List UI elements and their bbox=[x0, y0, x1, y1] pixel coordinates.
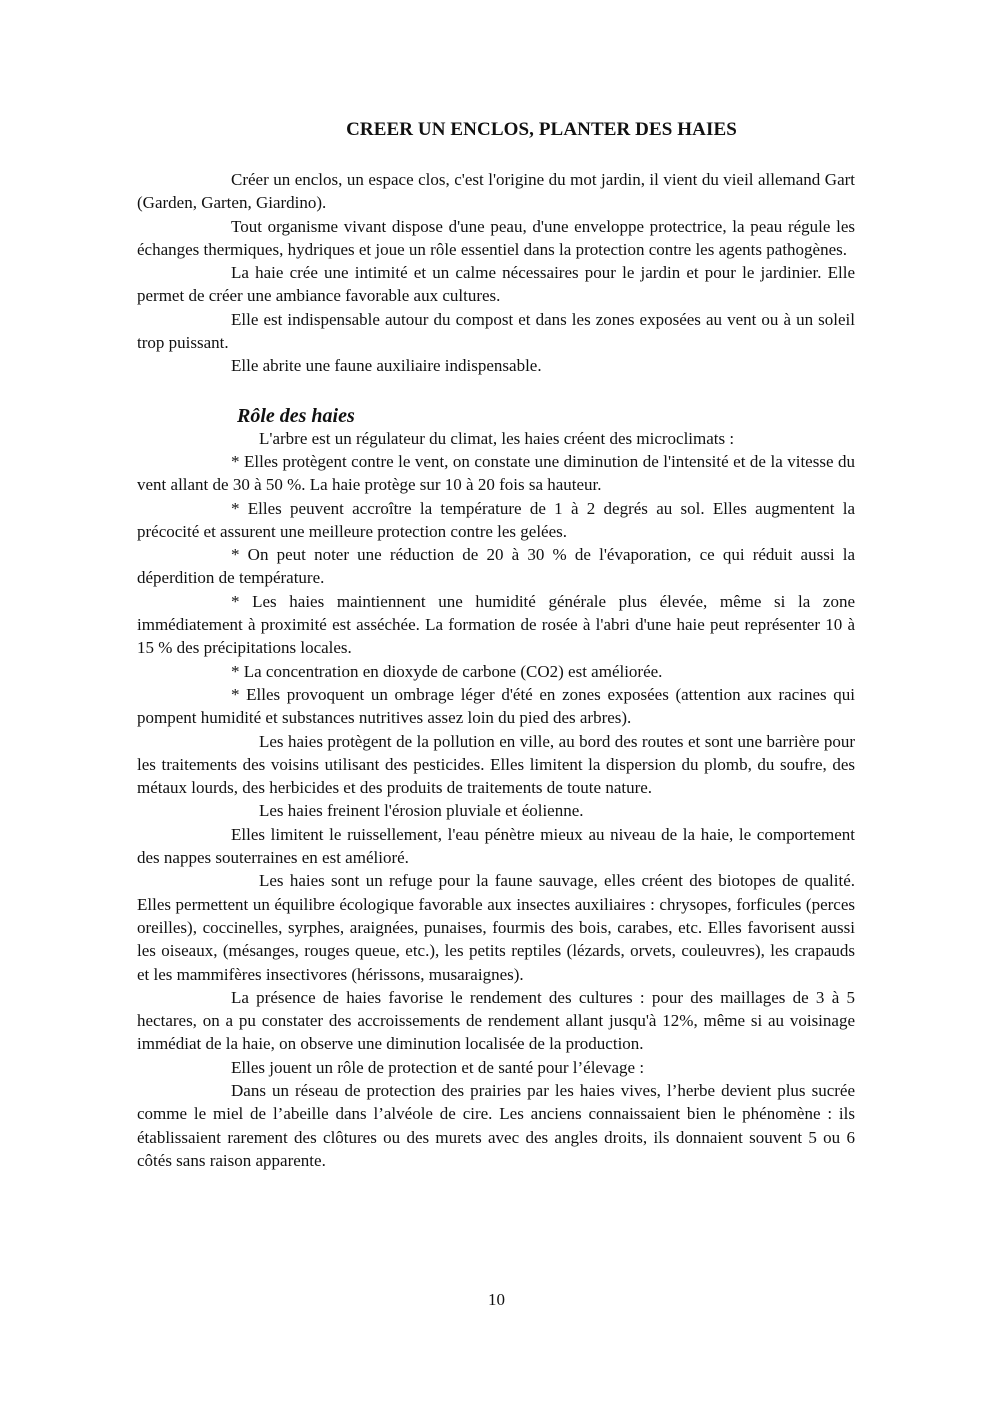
paragraph: Les haies freinent l'érosion pluviale et éolienne. bbox=[259, 801, 584, 821]
paragraph: Les haies protègent de la pollution en ville, au bord des routes et sont une barrière pour les traitements des voisins utilisant des pesticides. Elles limitent la dispersion du plomb, du soufre, des métaux lourds, des herbicides et des produits de traitements de toute nature. bbox=[137, 731, 855, 798]
paragraph: Elle est indispensable autour du compost et dans les zones exposées au vent ou à un soleil trop puissant. bbox=[137, 309, 855, 353]
page-title: CREER UN ENCLOS, PLANTER DES HAIES bbox=[346, 119, 737, 140]
bullet-paragraph: * Elles provoquent un ombrage léger d'été en zones exposées (attention aux racines qui pompent humidité et substances nutritives assez loin du pied des arbres). bbox=[137, 684, 855, 728]
paragraph: Créer un enclos, un espace clos, c'est l'origine du mot jardin, il vient du vieil allemand Gart (Garden, Garten, Giardino). bbox=[137, 170, 855, 213]
paragraph: Les haies sont un refuge pour la faune sauvage, elles créent des biotopes de qualité. Elles permettent un équilibre écologique favorable aux insectes auxiliaires : chrysopes, forficules (perces oreilles), coccinelles, syrphes, araignées, punaises, fourmis des bois, carabes, etc. Elles favorisent aussi les oiseaux, (mésanges, rouges queue, etc.), les petits reptiles (lézards, orvets, couleuvres), les crapauds et les mammifères insectivores (hérissons, musaraignes). bbox=[137, 871, 855, 984]
bullet-paragraph: * La concentration en dioxyde de carbone (CO2) est améliorée. bbox=[231, 661, 663, 681]
paragraph: L'arbre est un régulateur du climat, les haies créent des microclimats : bbox=[259, 428, 735, 448]
paragraph: Dans un réseau de protection des prairies par les haies vives, l’herbe devient plus sucrée comme le miel de l’abeille dans l’alvéole de cire. Les anciens connaissaient bien le phénomène : ils établissaient rarement des clôtures ou des murets avec des angles droits, ils donnaient souvent 5 ou 6 côtés sans raison apparente. bbox=[137, 1080, 855, 1170]
paragraph: Elles jouent un rôle de protection et de santé pour l’élevage : bbox=[231, 1057, 645, 1077]
bullet-paragraph: * Elles peuvent accroître la température de 1 à 2 degrés au sol. Elles augmentent la précocité et assurent une meilleure protection contre les gelées. bbox=[137, 498, 855, 541]
paragraph: La présence de haies favorise le rendement des cultures : pour des maillages de 3 à 5 hectares, on a pu constater des accroissements de rendement allant jusqu'à 12%, même si au voisinage immédiat de la haie, on observe une diminution localisée de la production. bbox=[137, 987, 855, 1054]
paragraph: Tout organisme vivant dispose d'une peau, d'une enveloppe protectrice, la peau régule les échanges thermiques, hydriques et joue un rôle essentiel dans la protection contre les agents pathogènes. bbox=[137, 216, 855, 259]
page-number: 10 bbox=[488, 1290, 505, 1309]
bullet-paragraph: * Elles protègent contre le vent, on constate une diminution de l'intensité et de la vitesse du vent allant de 30 à 50 %. La haie protège sur 10 à 20 fois sa hauteur. bbox=[137, 451, 855, 495]
paragraph: La haie crée une intimité et un calme nécessaires pour le jardin et pour le jardinier. Elle permet de créer une ambiance favorable aux cultures. bbox=[137, 263, 855, 306]
section-heading: Rôle des haies bbox=[237, 404, 355, 427]
paragraph: Elle abrite une faune auxiliaire indispensable. bbox=[231, 356, 542, 376]
paragraph: Elles limitent le ruissellement, l'eau pénètre mieux au niveau de la haie, le comportement des nappes souterraines en est amélioré. bbox=[137, 824, 855, 868]
bullet-paragraph: * On peut noter une réduction de 20 à 30 % de l'évaporation, ce qui réduit aussi la déperdition de température. bbox=[137, 545, 855, 588]
bullet-paragraph: * Les haies maintiennent une humidité générale plus élevée, même si la zone immédiatement à proximité est asséchée. La formation de rosée à l'abri d'une haie peut représenter 10 à 15 % des précipitations locales. bbox=[137, 591, 855, 658]
document-body bbox=[137, 168, 855, 1172]
